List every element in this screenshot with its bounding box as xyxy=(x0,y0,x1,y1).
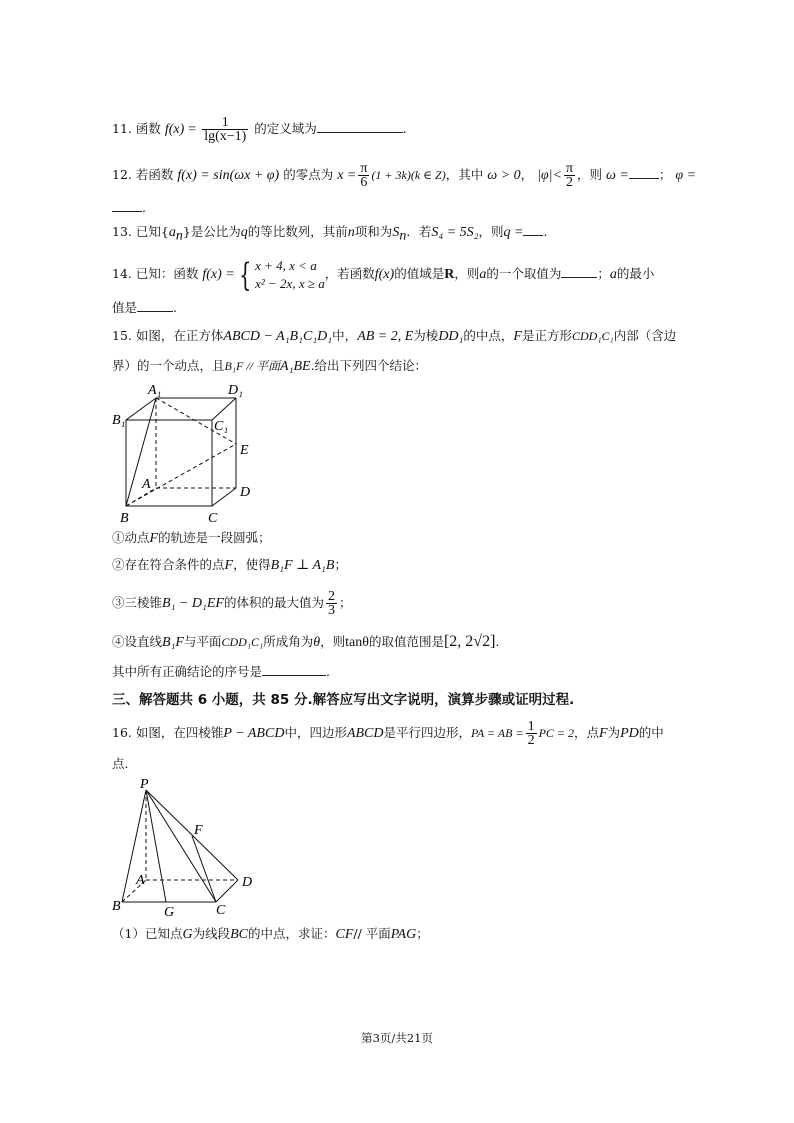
question-12: 12. 若函数 f(x) = sin(ωx + φ) 的零点为 x = $\frac{\pi}{6}$ (1 + 3k)(k ∈ Z)，其中 ω > 0， |φ|< $\frac{\pi}{2}$ ，则 ω = ； φ = xyxy=(112,161,697,190)
label-D: D xyxy=(242,875,253,890)
question-11: 11. 函数 f(x) = $\frac{1}{\lg(x-1)}$ 的定义域为 . xyxy=(112,115,407,144)
question-16-part1: （1）已知点G为线段BC的中点，求证：CF// 平面PAG； xyxy=(112,926,429,942)
answer-blank xyxy=(262,662,326,676)
question-14: 14. 已知：函数 f(x) = { x + 4, x < a x² − 2x, x ≥ a ，若函数f(x)的值域是R，则a的一个取值为 ；a的最小 xyxy=(112,255,655,294)
page-footer: 第3页/共21页 xyxy=(361,1031,433,1045)
question-15: 15. 如图，在正方体ABCD − A₁B₁C₁D₁中，AB = 2, E为棱DD₁的中点，F是正方形CDD₁C₁内部（含边 xyxy=(112,328,677,344)
label-F: F xyxy=(194,823,203,838)
answer-blank xyxy=(112,198,142,212)
answer-blank xyxy=(629,165,659,179)
label-A1: A₁ xyxy=(148,383,162,398)
conclusion-1: ①动点F的轨迹是一段圆弧； xyxy=(112,530,271,546)
pyramid-figure xyxy=(108,776,268,921)
label-E: E xyxy=(240,443,249,458)
label-C1: C₁ xyxy=(214,419,229,434)
piecewise: x + 4, x < a x² − 2x, x ≥ a xyxy=(255,257,325,291)
question-15-line2: 界）的一个动点，且B₁F // 平面A₁BE.给出下列四个结论： xyxy=(112,358,428,374)
brace-icon: { xyxy=(238,255,252,294)
cube-figure xyxy=(108,378,268,528)
label-D1: D₁ xyxy=(228,383,243,398)
conclusion-3: ③三棱锥B₁ − D₁EF的体积的最大值为 $\frac{2}{3}$ ； xyxy=(112,589,352,618)
conclusion-4: ④设直线B₁F与平面CDD₁C₁所成角为θ，则tanθ的取值范围是[2, 2√2]. xyxy=(112,633,500,650)
question-13: 13. 已知$\{a_n\}$是公比为q的等比数列，其前n项和为$S_n$．若S₄ = 5S₂，则q = . xyxy=(112,224,548,244)
question-14-cont: 值是 . xyxy=(112,300,177,315)
label-C: C xyxy=(208,511,218,526)
label-C: C xyxy=(216,903,226,918)
fraction: $\frac{1}{\lg(x-1)}$ xyxy=(204,115,247,144)
question-12-cont: . xyxy=(112,198,146,218)
label-G: G xyxy=(164,905,175,920)
label-P: P xyxy=(140,777,149,792)
section-3-heading: 三、解答题共 6 小题，共 85 分.解答应写出文字说明，演算步骤或证明过程. xyxy=(112,692,575,708)
label-D: D xyxy=(240,485,251,500)
conclusion-2: ②存在符合条件的点F，使得B₁F ⊥ A₁B； xyxy=(112,557,347,573)
conclusion-ask: 其中所有正确结论的序号是 . xyxy=(112,664,330,679)
label-A: A xyxy=(142,477,151,492)
answer-blank xyxy=(317,119,403,133)
answer-blank xyxy=(523,222,543,236)
label-B1: B₁ xyxy=(112,413,126,428)
label-A: A xyxy=(136,873,145,888)
question-16: 16. 如图，在四棱锥P − ABCD中，四边形ABCD是平行四边形，PA = AB = $\frac{1}{2}$ PC = 2，点F为PD的中 xyxy=(112,719,664,748)
label-B: B xyxy=(112,899,121,914)
answer-blank xyxy=(561,264,597,278)
label-B: B xyxy=(120,511,129,526)
question-16-cont: 点. xyxy=(112,756,129,771)
answer-blank xyxy=(137,298,173,312)
